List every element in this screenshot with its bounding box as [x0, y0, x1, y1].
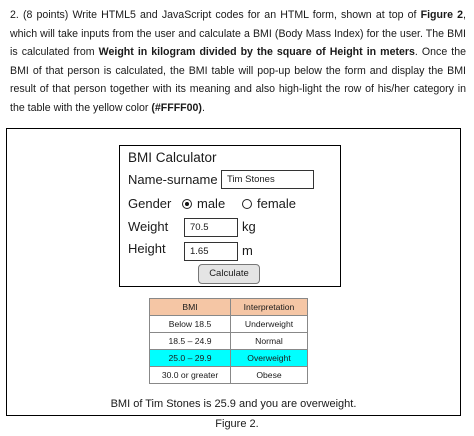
- weight-input[interactable]: 70.5: [184, 218, 238, 237]
- table-cell: Below 18.5: [150, 316, 231, 333]
- female-radio[interactable]: [242, 199, 252, 209]
- male-radio[interactable]: [182, 199, 192, 209]
- header-bmi: BMI: [150, 299, 231, 316]
- table-cell: Normal: [231, 333, 308, 350]
- weight-unit: kg: [242, 219, 256, 234]
- table-cell: 18.5 – 24.9: [150, 333, 231, 350]
- table-cell: 25.0 – 29.9: [150, 350, 231, 367]
- table-cell: Obese: [231, 367, 308, 384]
- bmi-formula: Weight in kilogram divided by the square of Height in meters: [98, 46, 415, 59]
- header-interpretation: Interpretation: [231, 299, 308, 316]
- figure-caption: Figure 2.: [215, 418, 259, 430]
- table-row: [150, 316, 308, 333]
- question-text-b: , which will take inputs from the user and calculate a BMI (Body Mass Index) for the user. The BMI is calculated from: [10, 9, 466, 59]
- question-text-a: Write HTML5 and JavaScript codes for an HTML form, shown at top of: [72, 9, 417, 21]
- table-cell: Overweight: [231, 350, 308, 367]
- question-text-c: . Once the BMI of that person is calculated, the BMI table will pop-up below the form and display the BMI result of that person together with its meaning and also high-light the row of his/her category in the table with the yellow color: [10, 46, 466, 114]
- height-label: Height: [128, 241, 166, 256]
- figure-frame: [6, 128, 461, 416]
- female-label: female: [257, 196, 297, 211]
- question-number: 2.: [10, 9, 19, 21]
- bmi-form: [119, 145, 341, 287]
- table-cell: 30.0 or greater: [150, 367, 231, 384]
- height-unit: m: [242, 243, 253, 258]
- name-input[interactable]: Tim Stones: [221, 170, 314, 189]
- male-label: male: [197, 196, 226, 211]
- bmi-table: [149, 298, 308, 384]
- question-text-d: .: [201, 101, 205, 114]
- color-code: (#FFFF00): [151, 101, 202, 114]
- form-title: BMI Calculator: [128, 150, 217, 165]
- gender-label: Gender: [128, 196, 172, 211]
- calculate-button[interactable]: Calculate: [198, 264, 260, 284]
- table-row: [150, 367, 308, 384]
- weight-label: Weight: [128, 219, 169, 234]
- question-text: [10, 6, 466, 118]
- table-header-row: [150, 299, 308, 316]
- table-cell: Underweight: [231, 316, 308, 333]
- name-label: Name-surname: [128, 172, 218, 187]
- question-points: (8 points): [22, 9, 69, 21]
- table-row: [150, 333, 308, 350]
- figure-reference: Figure 2: [420, 9, 464, 21]
- bmi-result-text: BMI of Tim Stones is 25.9 and you are overweight.: [110, 398, 357, 410]
- table-row-highlighted: [150, 350, 308, 367]
- height-input[interactable]: 1.65: [184, 242, 238, 261]
